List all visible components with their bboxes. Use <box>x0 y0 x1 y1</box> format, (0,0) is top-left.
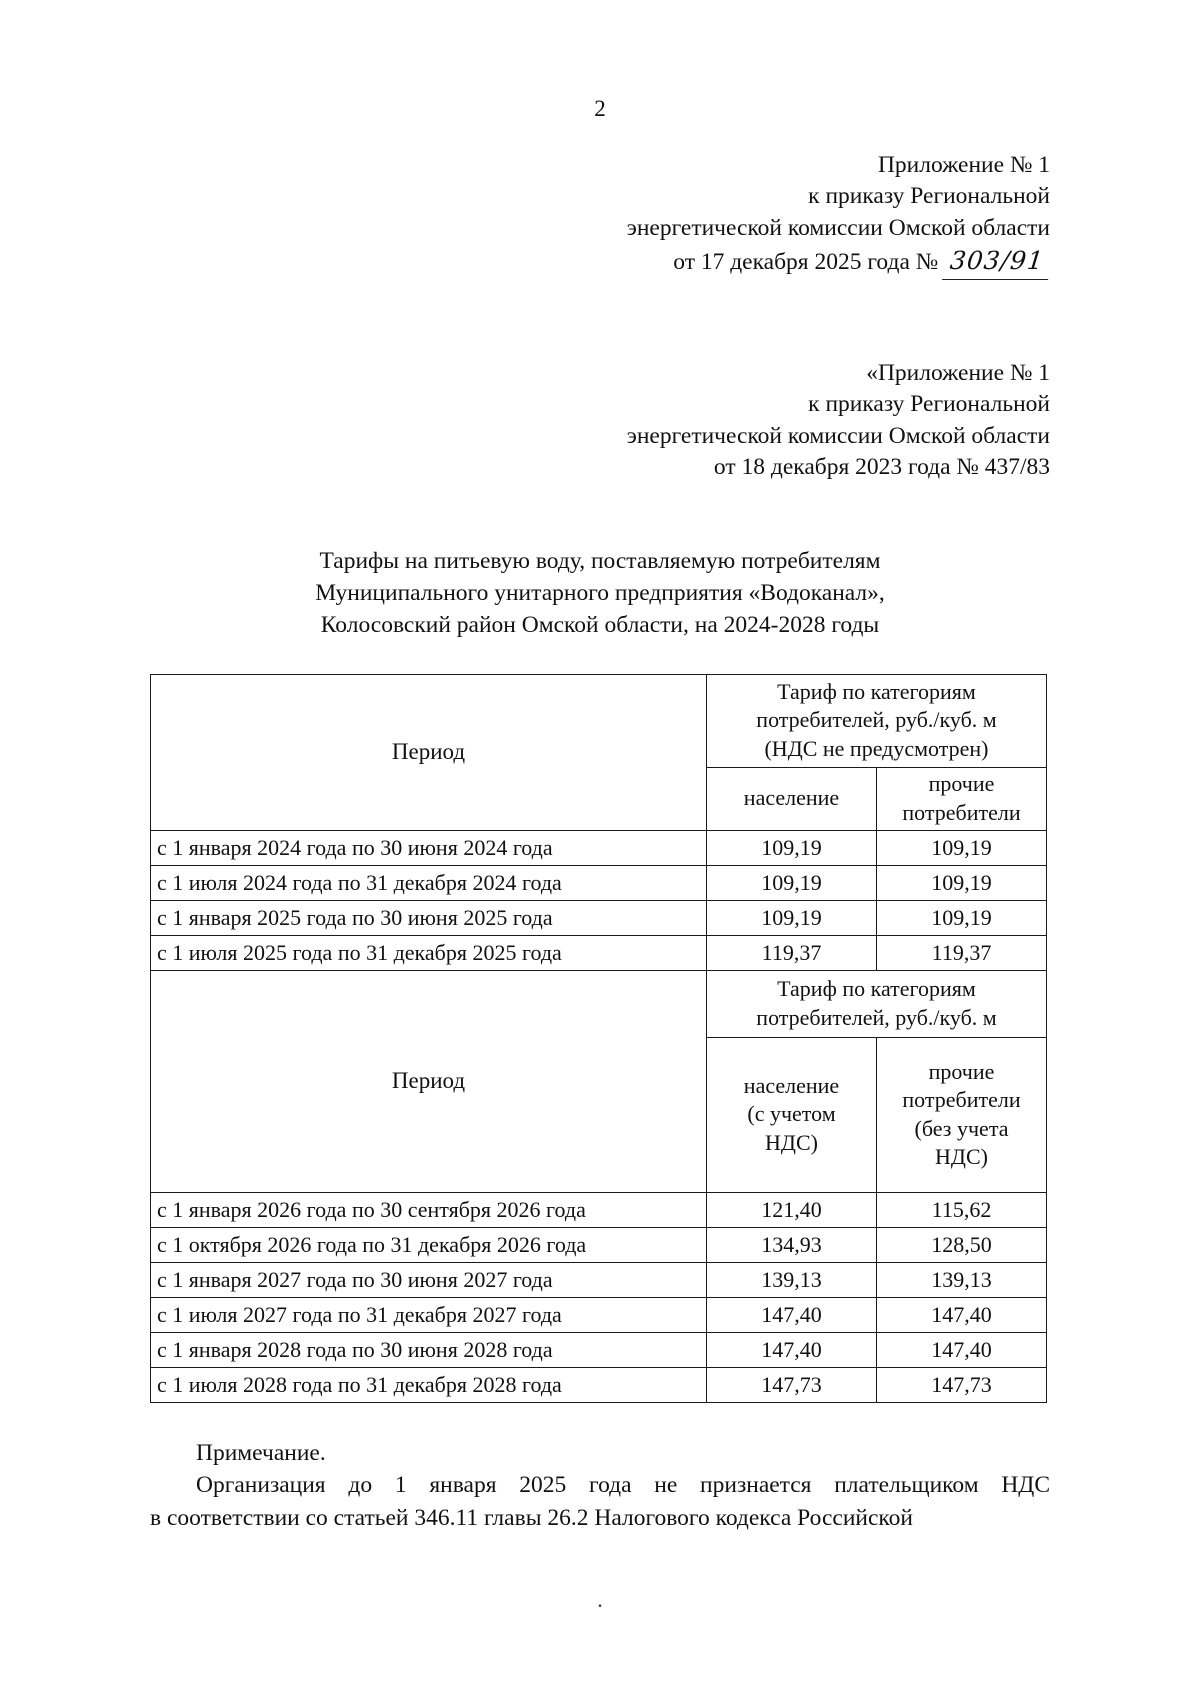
header-tariff-2-line2: потребителей, руб./куб. м <box>756 1004 997 1030</box>
subheader-other-2-line3: (без учета <box>914 1115 1009 1141</box>
row-period: с 1 января 2026 года по 30 сентября 2026 года <box>151 1192 707 1227</box>
note-line1: Организация до 1 января 2025 года не признается плательщиком НДС <box>196 1472 1050 1499</box>
row-population: 147,40 <box>707 1297 877 1332</box>
tariffs-table <box>150 674 1047 1403</box>
row-period: с 1 июля 2024 года по 31 декабря 2024 года <box>151 865 707 900</box>
row-population: 147,40 <box>707 1332 877 1367</box>
header-period-1: Период <box>151 674 707 830</box>
header-period-2: Период <box>151 970 707 1192</box>
table-row <box>151 830 1047 865</box>
table-row <box>151 1332 1047 1367</box>
table-row <box>151 1297 1047 1332</box>
subheader-population-1: население <box>707 767 877 830</box>
note-line2: в соответствии со статьей 346.11 главы 26.2 Налогового кодекса Российской <box>150 1504 913 1531</box>
row-other: 128,50 <box>877 1227 1047 1262</box>
subheader-other-1-line2: потребители <box>902 799 1021 825</box>
header-tariff-2 <box>707 970 1047 1037</box>
note-label: Примечание. <box>196 1439 326 1466</box>
appendix-heading-quoted <box>150 358 1050 484</box>
appendix-heading-quoted-line3: энергетической комиссии Омской области <box>626 422 1050 449</box>
header-tariff-2-line1: Тариф по категориям <box>777 976 976 1002</box>
row-other: 147,73 <box>877 1367 1047 1402</box>
appendix-heading-quoted-line4: от 18 декабря 2023 года № 437/83 <box>713 454 1050 481</box>
row-period: с 1 января 2027 года по 30 июня 2027 года <box>151 1262 707 1297</box>
row-population: 119,37 <box>707 935 877 970</box>
table-row <box>151 1192 1047 1227</box>
header-tariff-1-line3: (НДС не предусмотрен) <box>764 736 989 762</box>
row-other: 109,19 <box>877 865 1047 900</box>
row-other: 139,13 <box>877 1262 1047 1297</box>
appendix-heading-current-line1: Приложение № 1 <box>877 152 1050 178</box>
appendix-heading-current-line4 <box>150 244 1050 280</box>
row-other: 109,19 <box>877 830 1047 865</box>
appendix-heading-quoted-line1: «Приложение № 1 <box>866 359 1050 386</box>
row-population: 109,19 <box>707 865 877 900</box>
table-row <box>151 865 1047 900</box>
row-period: с 1 июля 2028 года по 31 декабря 2028 года <box>151 1367 707 1402</box>
document-title <box>150 546 1050 642</box>
row-other: 147,40 <box>877 1332 1047 1367</box>
subheader-population-2-line1: население <box>743 1072 840 1098</box>
subheader-other-2 <box>877 1037 1047 1192</box>
appendix-heading-current <box>150 150 1050 280</box>
subheader-other-1-line1: прочие <box>928 771 995 797</box>
table-row <box>151 1262 1047 1297</box>
note-section <box>150 1437 1050 1534</box>
document-title-line1: Тарифы на питьевую воду, поставляемую потребителям <box>319 547 881 574</box>
row-period: с 1 января 2028 года по 30 июня 2028 года <box>151 1332 707 1367</box>
appendix-heading-quoted-line2: к приказу Региональной <box>808 391 1050 418</box>
row-other: 115,62 <box>877 1192 1047 1227</box>
appendix-heading-current-line3: энергетической комиссии Омской области <box>626 214 1050 241</box>
order-number-handwritten: 303/91 <box>942 244 1052 280</box>
row-other: 109,19 <box>877 900 1047 935</box>
subheader-population-2-line2: (с учетом <box>747 1101 836 1127</box>
subheader-population-2 <box>707 1037 877 1192</box>
table-row <box>151 1227 1047 1262</box>
appendix-heading-current-line2: к приказу Региональной <box>808 183 1050 210</box>
header-tariff-1 <box>707 674 1047 767</box>
document-title-line3: Колосовский район Омской области, на 2024-2028 годы <box>320 611 880 638</box>
table-row <box>151 1367 1047 1402</box>
page-number: 2 <box>594 96 606 121</box>
row-population: 139,13 <box>707 1262 877 1297</box>
row-population: 134,93 <box>707 1227 877 1262</box>
table-header-row-1 <box>151 674 1047 767</box>
footer-mark: . <box>597 1587 603 1612</box>
row-other: 119,37 <box>877 935 1047 970</box>
subheader-other-1 <box>877 767 1047 830</box>
subheader-other-2-line2: потребители <box>902 1087 1021 1113</box>
row-period: с 1 июля 2025 года по 31 декабря 2025 года <box>151 935 707 970</box>
row-period: с 1 октября 2026 года по 31 декабря 2026 года <box>151 1227 707 1262</box>
table-header-row-2 <box>151 970 1047 1037</box>
table-row <box>151 900 1047 935</box>
subheader-other-2-line4: НДС) <box>935 1144 988 1170</box>
document-title-line2: Муниципального унитарного предприятия «Водоканал», <box>315 579 885 606</box>
subheader-population-2-line3: НДС) <box>765 1130 818 1156</box>
row-population: 121,40 <box>707 1192 877 1227</box>
row-population: 109,19 <box>707 900 877 935</box>
row-period: с 1 января 2024 года по 30 июня 2024 года <box>151 830 707 865</box>
row-period: с 1 января 2025 года по 30 июня 2025 года <box>151 900 707 935</box>
row-period: с 1 июля 2027 года по 31 декабря 2027 года <box>151 1297 707 1332</box>
row-population: 109,19 <box>707 830 877 865</box>
subheader-other-2-line1: прочие <box>928 1058 995 1084</box>
document-content <box>150 150 1050 1534</box>
table-row <box>151 935 1047 970</box>
order-date-prefix: от 17 декабря 2025 года № <box>673 249 945 276</box>
row-population: 147,73 <box>707 1367 877 1402</box>
row-other: 147,40 <box>877 1297 1047 1332</box>
header-tariff-1-line1: Тариф по категориям <box>777 678 976 704</box>
header-tariff-1-line2: потребителей, руб./куб. м <box>756 707 997 733</box>
